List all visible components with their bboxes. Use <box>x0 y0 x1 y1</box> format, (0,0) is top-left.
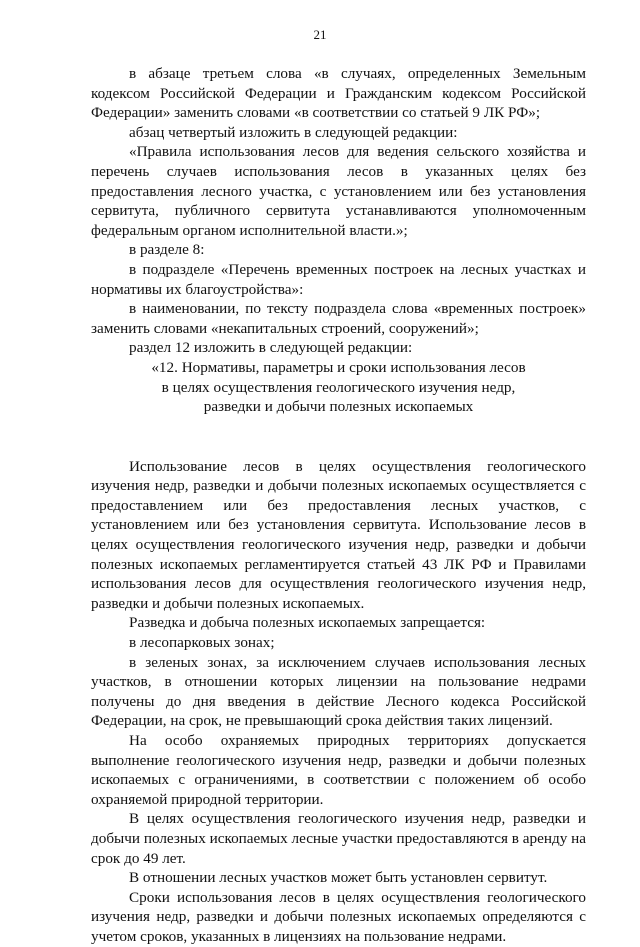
paragraph: Использование лесов в целях осуществления геологического изучения недр, разведки и добычи полезных ископаемых осуществляется с предоставлением или без предоставления лесных участков, с установлением или без установления сервитута. Использование лесов в целях осуществления геологического изучения недр, разведки и добычи полезных ископаемых регламентируется статьей 43 ЛК РФ и Правилами использования лесов для осуществления геологического изучения недр, разведки и добычи полезных ископаемых. <box>91 457 586 612</box>
paragraph: в подразделе «Перечень временных построек на лесных участках и нормативы их благоустройства»: <box>91 260 586 298</box>
paragraph: Сроки использования лесов в целях осуществления геологического изучения недр, разведки и добычи полезных ископаемых определяются с учетом сроков, указанных в лицензиях на пользование недрами. <box>91 888 586 945</box>
paragraph: в абзаце третьем слова «в случаях, определенных Земельным кодексом Российской Федерации и Гражданским кодексом Российской Федерации» заменить словами «в соответствии со статьей 9 ЛК РФ»; <box>91 65 586 122</box>
paragraph: раздел 12 изложить в следующей редакции: <box>129 339 413 357</box>
section-heading-line: в целях осуществления геологического изучения недр, <box>161 378 516 396</box>
section-heading <box>91 358 586 417</box>
paragraph: в лесопарковых зонах; <box>129 634 275 652</box>
section-heading-line: «12. Нормативы, параметры и сроки использования лесов <box>151 358 526 376</box>
paragraph: В отношении лесных участков может быть установлен сервитут. <box>129 869 548 887</box>
paragraph: «Правила использования лесов для ведения сельского хозяйства и перечень случаев использования лесов в указанных целях без предоставления лесного участка, с установлением или без установления сервитута, публичного сервитута устанавливаются уполномоченным федеральным органом исполнительной власти.»; <box>91 143 586 239</box>
section-heading-line: разведки и добычи полезных ископаемых <box>203 398 474 416</box>
paragraph: в разделе 8: <box>129 241 205 259</box>
document-body <box>91 64 586 947</box>
page-number: 21 <box>313 27 327 42</box>
paragraph: На особо охраняемых природных территориях допускается выполнение геологического изучения недр, разведки и добычи полезных ископаемых с ограничениями, в соответствии с положением об особо охраняемой природной территории. <box>91 732 586 808</box>
section-spacer <box>91 417 586 457</box>
paragraph: в зеленых зонах, за исключением случаев использования лесных участков, в отношении которых лицензии на пользование недрами получены до дня введения в действие Лесного кодекса Российской Федерации, на срок, не превышающий срока действия таких лицензий. <box>91 653 586 730</box>
paragraph: в наименовании, по тексту подраздела слова «временных построек» заменить словами «некапитальных строений, сооружений»; <box>91 300 586 337</box>
paragraph: В целях осуществления геологического изучения недр, разведки и добычи полезных ископаемых лесные участки предоставляются в аренду на срок до 49 лет. <box>91 810 586 867</box>
paragraph: абзац четвертый изложить в следующей редакции: <box>129 123 458 141</box>
paragraph: Разведка и добыча полезных ископаемых запрещается: <box>129 614 486 632</box>
